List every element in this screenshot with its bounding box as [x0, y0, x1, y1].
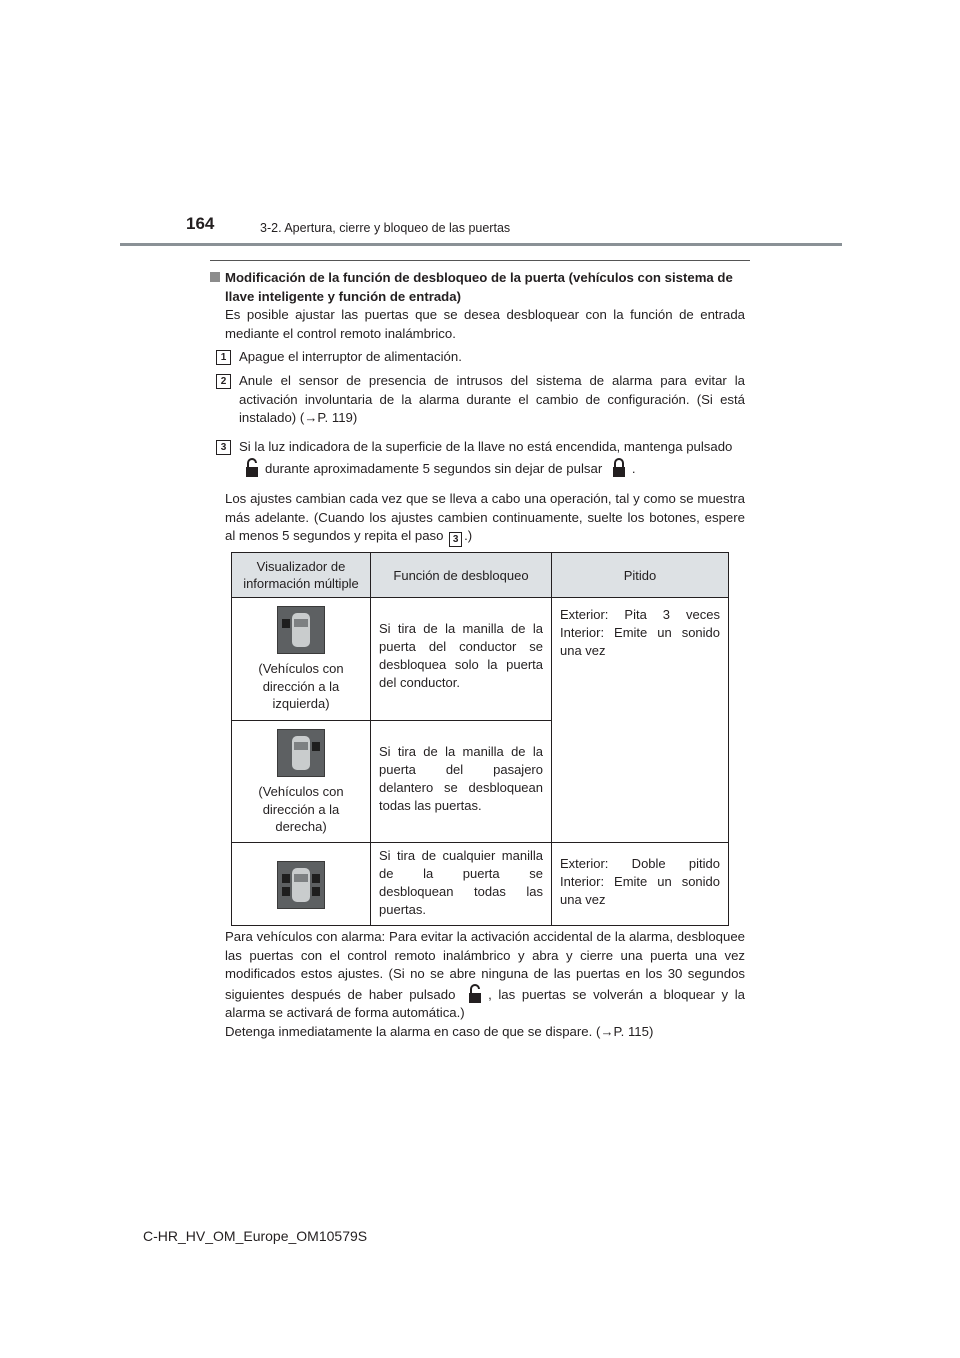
section-title: 3-2. Apertura, cierre y bloqueo de las puertas — [260, 221, 511, 235]
page-number: 164 — [186, 214, 215, 233]
alarm-note-text-b: , las puertas se volverán a bloquear y la alarma se activará de forma automática.) — [225, 986, 745, 1020]
step-3-text-c: . — [631, 460, 636, 476]
step-ref-3: 3 — [449, 532, 462, 547]
header-function: Función de desbloqueo — [371, 553, 552, 598]
header-rule — [120, 243, 842, 246]
function-cell-driver: Si tira de la manilla de la puerta del conductor se desbloquea solo la puerta del conductor. — [371, 598, 552, 721]
step-number-1: 1 — [216, 350, 231, 365]
all-doors-display-icon — [277, 861, 325, 909]
table-header-row — [232, 553, 729, 598]
alarm-note — [225, 928, 745, 1041]
beep-cell-double: Exterior: Doble pitido Interior: Emite un sonido una vez — [552, 842, 729, 925]
step-3-text-a: Si la luz indicadora de la superficie de la llave no está encendida, mantenga pulsado — [239, 439, 733, 454]
step-3-text — [239, 438, 745, 481]
intro-paragraph: Es posible ajustar las puertas que se desea desbloquear con la función de entrada mediante el control remoto inalámbrico. — [225, 307, 745, 341]
icon-cell-left — [232, 598, 371, 721]
lock-button-icon — [612, 458, 626, 478]
unlock-settings-table — [231, 552, 729, 926]
function-cell-passenger: Si tira de la manilla de la puerta del pasajero delantero se desbloquean todas las puertas. — [371, 721, 552, 843]
settings-text-a: Los ajustes cambian cada vez que se lleva a cabo una operación, tal y como se muestra más adelante. (Cuando los ajustes cambien continuamente, suelte los botones, espere al menos 5 segundos y repita el paso — [225, 491, 745, 543]
step-2-text: Anule el sensor de presencia de intrusos del sistema de alarma para evitar la activación involuntaria de la alarma durante el cambio de configuración. (Si está instalado) (→P. 119) — [239, 373, 745, 425]
footer-document-code: C-HR_HV_OM_Europe_OM10579S — [143, 1228, 368, 1244]
driver-door-right-display-icon — [277, 729, 325, 777]
driver-door-left-display-icon — [277, 606, 325, 654]
step-number-2: 2 — [216, 374, 231, 389]
settings-paragraph — [225, 490, 745, 547]
settings-text-b: .) — [464, 528, 473, 543]
unlock-button-icon — [468, 984, 482, 1004]
caption-right-hand-drive: (Vehículos con dirección a la derecha) — [258, 784, 344, 834]
step-1-text: Apague el interruptor de alimentación. — [239, 349, 462, 364]
function-cell-all: Si tira de cualquier manilla de la puerta se desbloquean todas las puertas. — [371, 842, 552, 925]
step-number-3: 3 — [216, 440, 231, 455]
alarm-note-text-c: Detenga inmediatamente la alarma en caso de que se dispare. (→P. 115) — [225, 1023, 654, 1039]
section-heading — [210, 268, 748, 306]
square-bullet-icon — [210, 272, 220, 282]
table-row — [232, 598, 729, 721]
header-beep: Pitido — [552, 553, 729, 598]
icon-cell-all-doors — [232, 842, 371, 925]
table-row — [232, 842, 729, 925]
step-3-line-2 — [239, 461, 636, 476]
heading-line-1: Modificación de la función de desbloqueo de la puerta (vehículos con sistema de — [225, 270, 733, 285]
heading-line-2: llave inteligente y función de entrada) — [225, 289, 461, 304]
heading-rule — [210, 260, 750, 261]
icon-cell-right — [232, 721, 371, 843]
alarm-note-text-a: Para vehículos con alarma: Para evitar la activación accidental de la alarma, desbloquee las puertas con el control remoto inalámbrico y abra y cierre una puerta una vez modificados estos ajustes. (Si no se abre ninguna de las puertas en los 30 segundos siguientes después de haber pulsado — [225, 929, 745, 1002]
unlock-button-icon — [245, 458, 259, 478]
step-3-text-b: durante aproximadamente 5 segundos sin dejar de pulsar — [265, 460, 603, 476]
beep-cell-3-times: Exterior: Pita 3 veces Interior: Emite un sonido una vez — [552, 598, 729, 843]
header-display: Visualizador de información múltiple — [232, 553, 371, 598]
caption-left-hand-drive: (Vehículos con dirección a la izquierda) — [258, 661, 344, 711]
